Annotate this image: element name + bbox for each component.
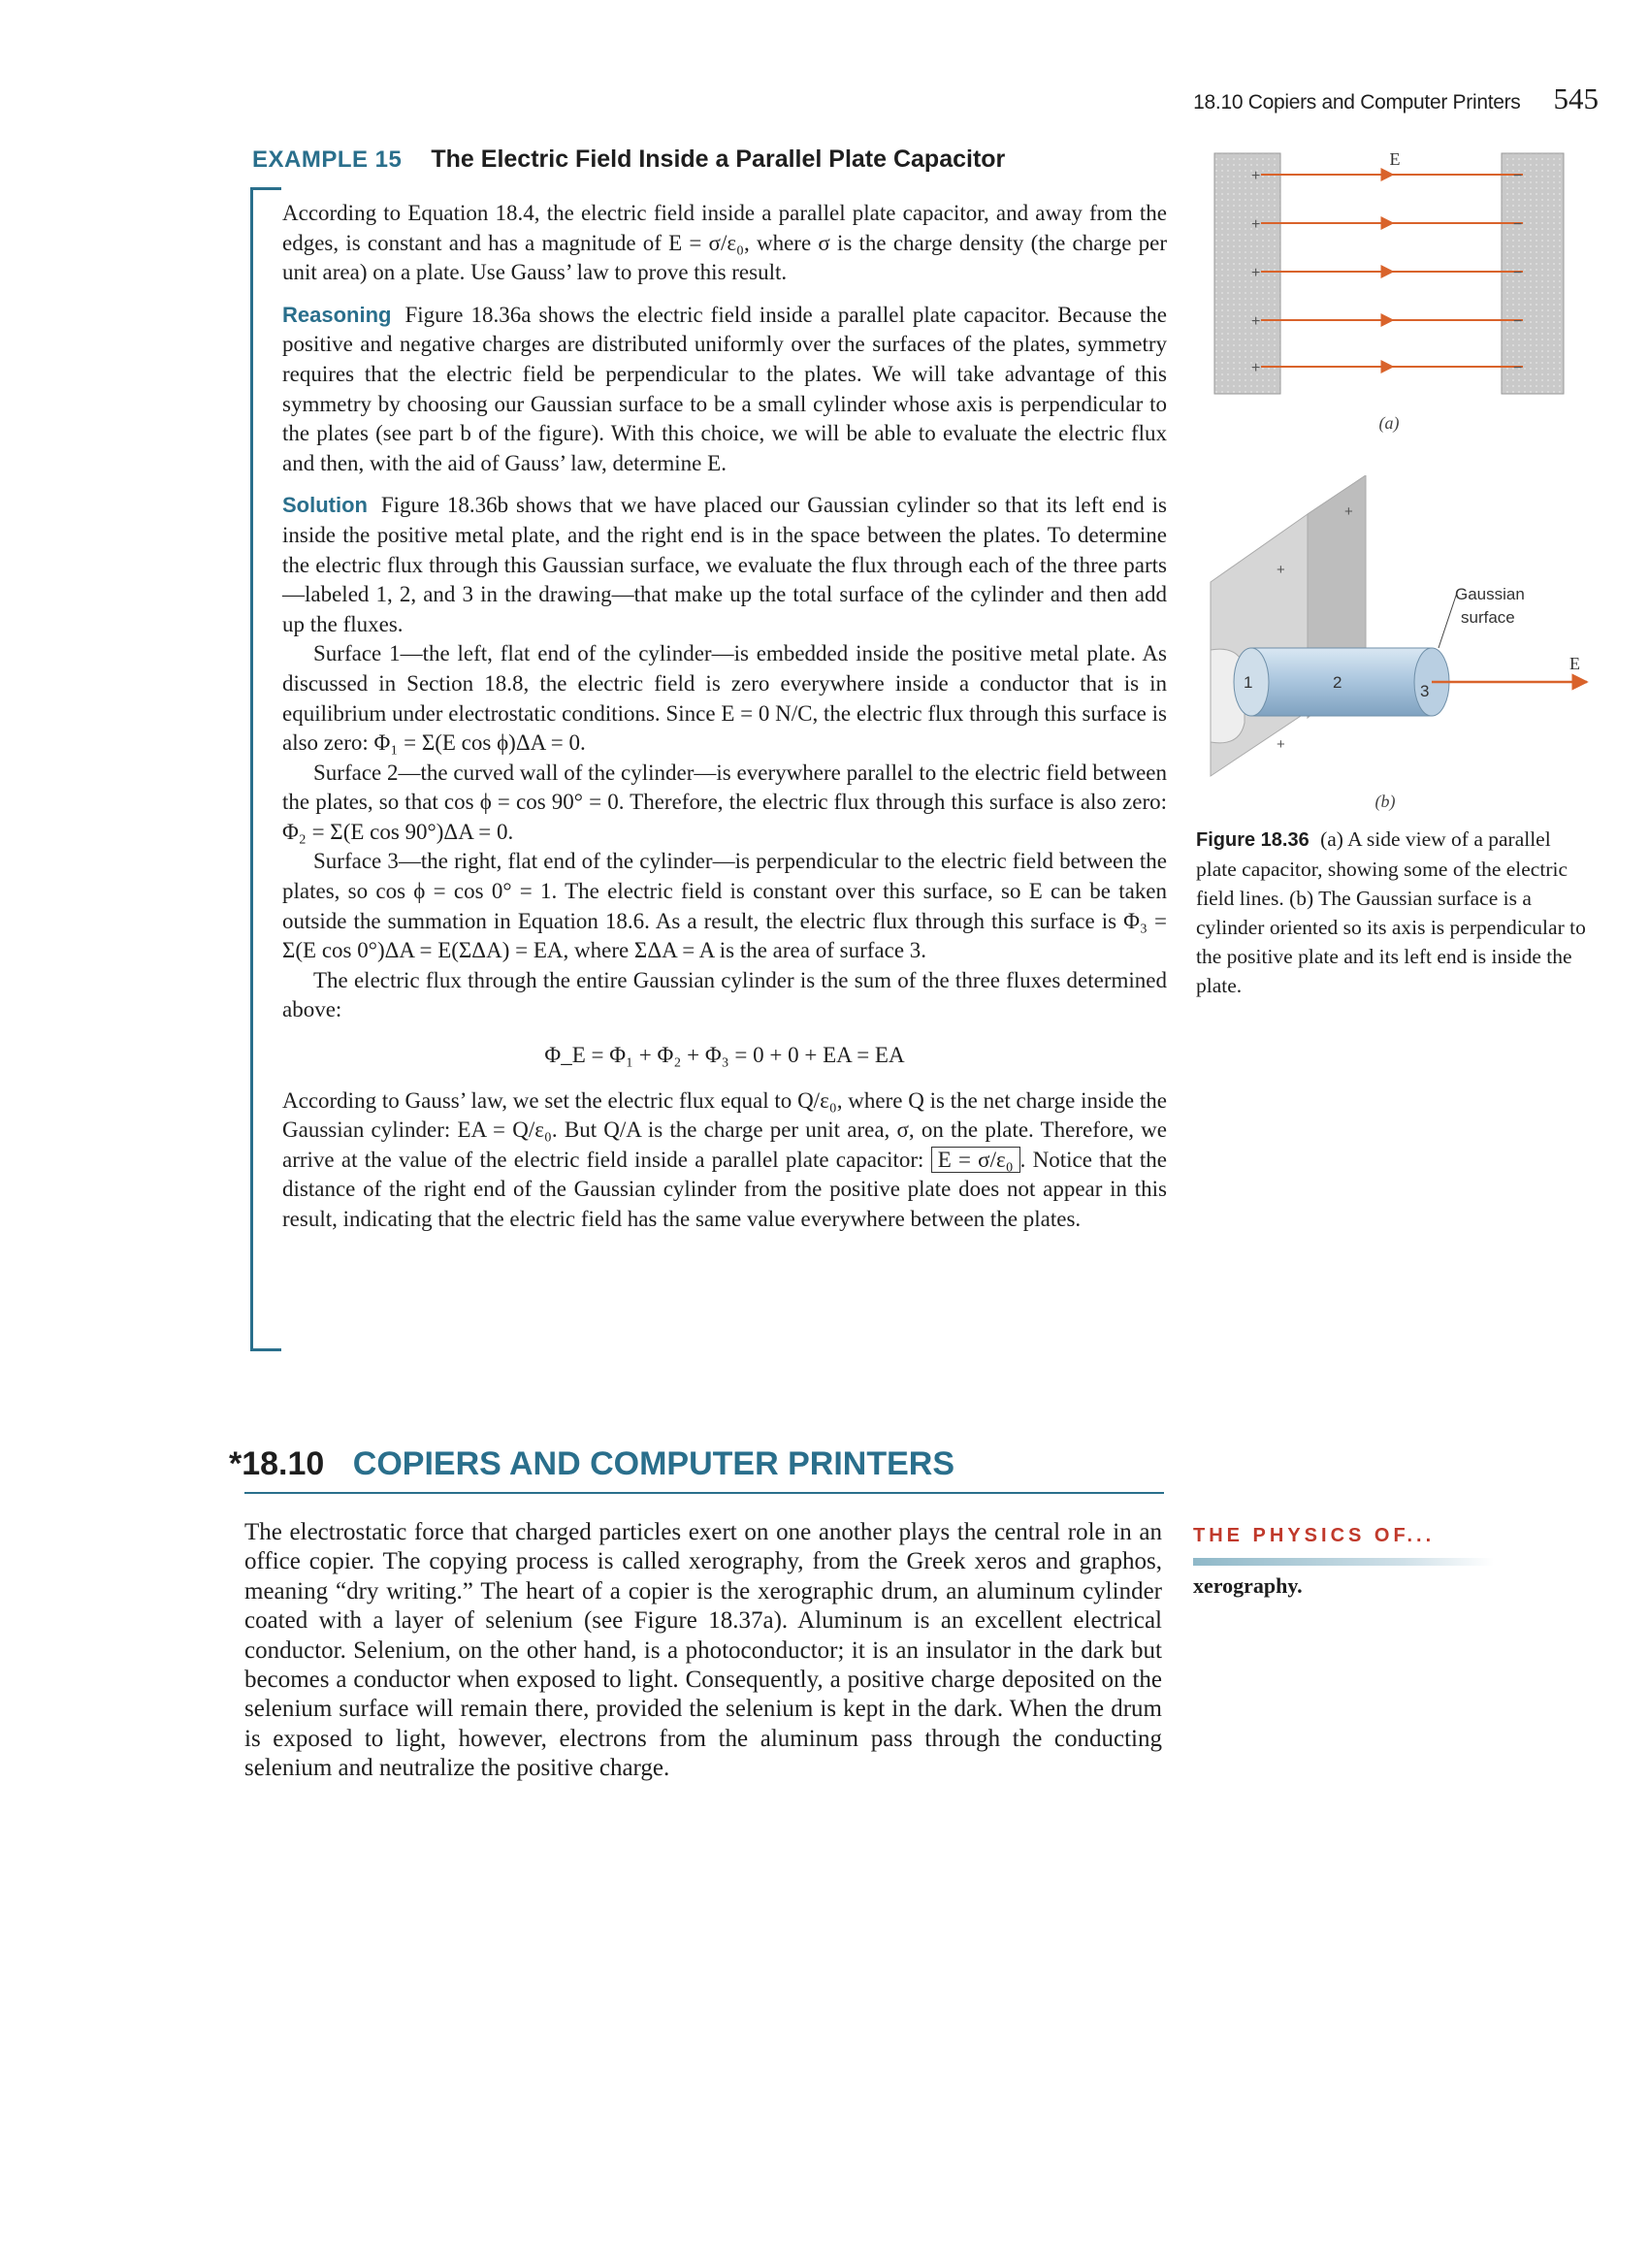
physics-of-topic: xerography. [1193,1573,1303,1598]
plus-sign: + [1251,360,1261,376]
solution-text-2: Surface 1—the left, flat end of the cylinder—is embedded inside the positive metal plate. As discussed in Section 18.8, the electric field is zero everywhere inside a conductor that is in equilibrium under electrostatic conditions. Since E = 0 N/C, the electric flux through this surface is also zero: Φ₁ = Σ(E cos ϕ)ΔA = 0. [282,641,1167,756]
section-number: *18.10 [229,1445,325,1482]
section-title: COPIERS AND COMPUTER PRINTERS [352,1445,955,1482]
section-rule [244,1492,1164,1494]
gaussian-label-2: surface [1461,608,1515,627]
minus-sign: − [1513,168,1523,184]
field-label-a: E [1389,149,1401,169]
figure-18-36b [1201,475,1589,815]
minus-sign: − [1513,360,1523,376]
figure-caption-text: (a) A side view of a parallel plate capacitor, showing some of the electric field lines. (b) The Gaussian surface is a cylinder oriented so its axis is perpendicular to the positive plate and its left end is inside the plate. [1196,827,1586,997]
plus-sign: + [1277,736,1285,753]
running-head-section: 18.10 Copiers and Computer Printers [1193,91,1521,113]
example-problem: According to Equation 18.4, the electric field inside a parallel plate capacitor, and away from the edges, is constant and has a magnitude of E = σ/ε₀, where σ is the charge density (the charge per unit area) on a plate. Use Gauss’ law to prove this result. [282,201,1167,285]
physics-of-label: THE PHYSICS OF... [1193,1525,1436,1546]
surface-label-3: 3 [1420,682,1430,700]
surface-label-1: 1 [1244,673,1253,692]
plus-sign: + [1251,168,1261,184]
field-label-b: E [1569,654,1580,673]
example-body [282,199,1167,1235]
example-label: EXAMPLE 15 [252,146,403,173]
solution-paragraph [282,491,1167,639]
surface-label-2: 2 [1333,673,1342,692]
minus-sign: − [1513,313,1523,330]
figure-label: Figure 18.36 [1196,829,1310,851]
plus-sign: + [1251,216,1261,233]
section-heading [229,1445,954,1483]
page-number: 545 [1553,81,1599,115]
solution-text-3: Surface 2—the curved wall of the cylinder—is everywhere parallel to the electric field between the plates, so that cos ϕ = cos 90° = 0. Therefore, the electric flux through this surface is also zero: Φ₂ = Σ(E cos 90°)ΔA = 0. [282,760,1167,844]
field-lines [1261,175,1523,367]
plus-sign: + [1277,562,1285,578]
negative-plate [1502,153,1564,394]
reasoning-paragraph [282,301,1167,479]
section-body: The electrostatic force that charged particles exert on one another plays the central role in an office copier. The copying process is called xerography, from the Greek xeros and graphos, meaning “dry writing.” The heart of a copier is the xerographic drum, an aluminum cylinder coated with a layer of selenium (see Figure 18.37a). Aluminum is an excellent electrical conductor. Selenium, on the other hand, is a photoconductor; it is an insulator in the dark but becomes a conductor when exposed to light. Consequently, a positive charge deposited on the selenium surface will remain there, provided the selenium is kept in the dark. When the drum is exposed to light, however, electrons from the aluminum pass through the conducting selenium and neutralize the positive charge. [244,1519,1162,1782]
part-a-label: (a) [1378,413,1400,433]
plus-sign: + [1251,313,1261,330]
conclusion-paragraph [282,1086,1167,1235]
part-b-label: (b) [1374,792,1396,811]
figure-caption [1196,825,1594,1000]
plus-sign: + [1251,265,1261,281]
gaussian-label-1: Gaussian [1455,585,1525,603]
solution-text-1: Figure 18.36b shows that we have placed our Gaussian cylinder so that its left end is inside the positive metal plate, and the right end is in the space between the plates. To determine the electric flux through this Gaussian surface, we evaluate the flux through each of the three parts—labeled 1, 2, and 3 in the drawing—that make up the total surface of the cylinder and then add up the fluxes. [282,493,1167,636]
solution-text-5: The electric flux through the entire Gaussian cylinder is the sum of the three fluxes determined above: [282,967,1167,1022]
figure-18-36a [1203,146,1571,437]
minus-sign: − [1513,216,1523,233]
positive-plate [1214,153,1280,394]
solution-text-4: Surface 3—the right, flat end of the cylinder—is perpendicular to the electric field between the plates, so cos ϕ = cos 0° = 1. The electric field is constant over this surface, so E can be taken outside the summation in Equation 18.6. As a result, the electric flux through this surface is Φ₃ = Σ(E cos 0°)ΔA = E(ΣΔA) = EA, where ΣΔA = A is the area of surface 3. [282,849,1167,963]
boxed-result: E = σ/ε₀ [931,1147,1020,1173]
example-heading [252,146,1005,174]
example-title: The Electric Field Inside a Parallel Plate Capacitor [431,146,1006,173]
reasoning-text: Figure 18.36a shows the electric field inside a parallel plate capacitor. Because the positive and negative charges are distributed uniformly over the surfaces of the plates, symmetry requires that the electric field be perpendicular to the plates. We will take advantage of this symmetry by choosing our Gaussian surface to be a small cylinder whose axis is perpendicular to the plates (see part b of the figure). With this choice, we will be able to evaluate the electric flux and then, with the aid of Gauss’ law, determine E. [282,302,1168,475]
minus-sign: − [1513,265,1523,281]
plus-sign: + [1344,503,1353,520]
running-head [1193,81,1599,116]
physics-of-bar [1193,1558,1494,1566]
reasoning-label: Reasoning [282,302,392,327]
conclusion-text-pre: According to Gauss’ law, we set the electric flux equal to Q/ε₀, where Q is the net charge inside the Gaussian cylinder: EA = Q/ε₀. But Q/A is the charge per unit area, σ, on the plate. Therefore, we arrive at the value of the electric field inside a parallel plate capacitor: [282,1087,1167,1172]
example-bracket [250,187,281,1351]
solution-label: Solution [282,493,368,518]
flux-equation: Φ_E = Φ₁ + Φ₂ + Φ₃ = 0 + 0 + EA = EA [544,1043,905,1068]
conclusion-text-post: . Notice that the distance of the right end of the Gaussian cylinder from the positive plate does not appear in this result, indicating that the electric field has the same value everywhere between the plates. [282,1147,1167,1231]
